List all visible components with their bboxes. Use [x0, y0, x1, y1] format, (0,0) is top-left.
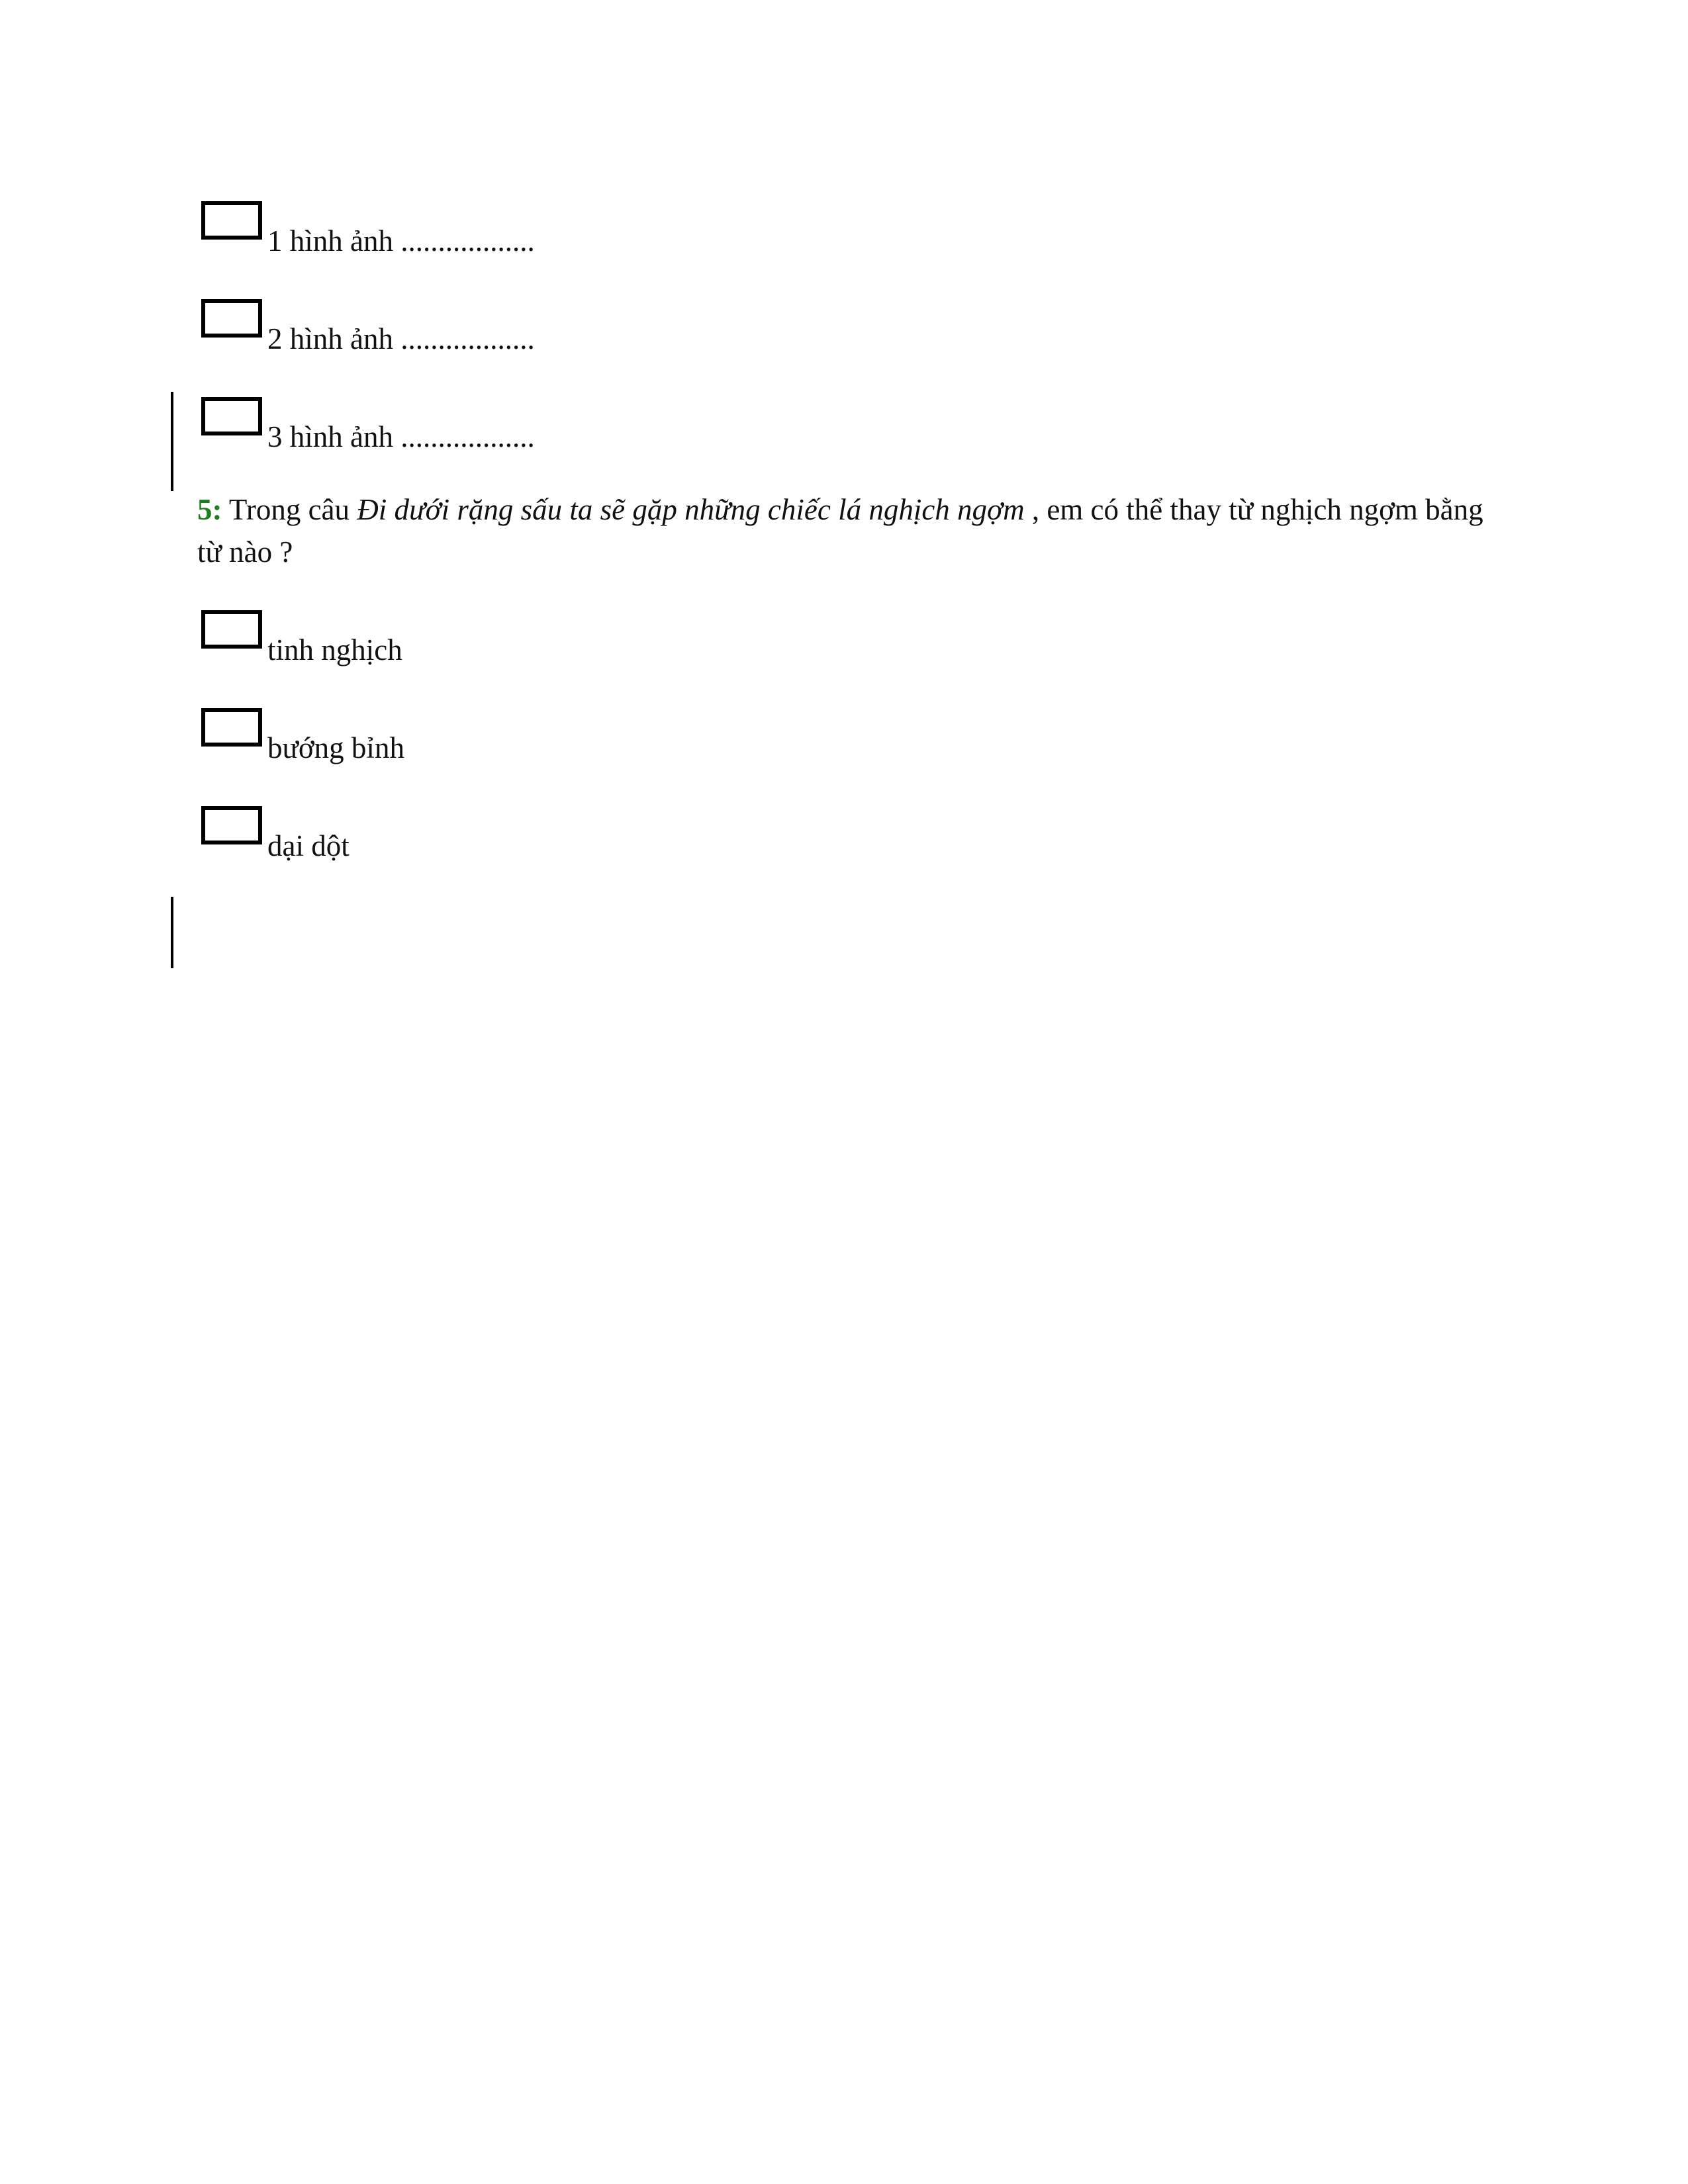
q5-label-1: tinh nghịch	[267, 633, 402, 666]
answer-checkbox-1[interactable]	[201, 201, 262, 240]
q5-option-3	[201, 806, 350, 862]
margin-change-bar	[171, 897, 173, 968]
q5-label-3: dại dột	[267, 829, 350, 862]
question-text-after: , em có thể thay từ nghịch ngợm bằng từ nào ?	[197, 493, 1483, 569]
q5-label-2: bướng bỉnh	[267, 731, 404, 764]
answer-label-3: 3 hình ảnh ..................	[267, 420, 535, 453]
answer-checkbox-2[interactable]	[201, 299, 262, 338]
question-number: 5:	[197, 493, 222, 526]
question-quote: Đi dưới rặng sấu ta sẽ gặp những chiếc lá nghịch ngợm	[357, 493, 1025, 526]
q5-checkbox-1[interactable]	[201, 610, 262, 649]
q5-option-2	[201, 708, 404, 764]
answer-label-2: 2 hình ảnh ..................	[267, 322, 535, 355]
answer-label-1: 1 hình ảnh ..................	[267, 224, 535, 257]
q5-checkbox-2[interactable]	[201, 708, 262, 747]
answer-option-1	[201, 201, 535, 257]
margin-change-bar	[171, 392, 173, 491]
q5-checkbox-3[interactable]	[201, 806, 262, 844]
answer-option-2	[201, 299, 535, 355]
question-5	[197, 488, 1495, 573]
question-text-before: Trong câu	[222, 493, 357, 526]
answer-option-3	[201, 397, 535, 453]
q5-option-1	[201, 610, 402, 666]
answer-checkbox-3[interactable]	[201, 397, 262, 435]
